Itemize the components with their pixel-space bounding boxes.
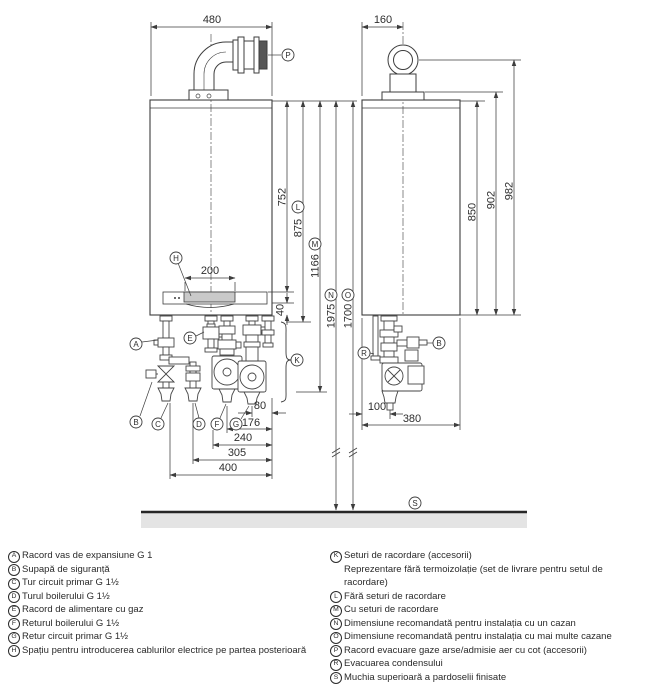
k-brace bbox=[281, 322, 291, 402]
condensate-pipe bbox=[373, 316, 378, 356]
dim-recess-width: 200 bbox=[200, 265, 220, 277]
callout-b bbox=[130, 416, 142, 428]
side-safety-valve bbox=[407, 337, 419, 348]
callout-p bbox=[282, 49, 294, 61]
flue-gasket-ring bbox=[259, 41, 267, 69]
callout-r bbox=[358, 347, 370, 359]
dim-e-offset: 305 bbox=[227, 447, 247, 459]
callout-a bbox=[130, 338, 142, 350]
legend-item-b: B Supapă de siguranță bbox=[8, 563, 322, 577]
dim-side-pipe-offset: 100 bbox=[367, 401, 387, 413]
callout-k bbox=[291, 354, 303, 366]
dim-g-offset: 80 bbox=[253, 400, 267, 412]
connection-assembly-front bbox=[146, 316, 274, 404]
callout-g bbox=[230, 418, 242, 430]
legend-item-p: P Racord evacuare gaze arse/admisie aer cu cot (accesorii) bbox=[330, 644, 648, 658]
legend-item-a: A Racord vas de expansiune G 1 bbox=[8, 549, 322, 563]
legend-right-column bbox=[322, 549, 648, 684]
callout-h bbox=[170, 252, 182, 264]
dim-floor-single: 1975 bbox=[325, 303, 338, 329]
callout-c bbox=[152, 418, 164, 430]
dim-flue-axis-height: 982 bbox=[503, 181, 516, 201]
finished-floor bbox=[141, 512, 527, 528]
connection-assembly-side bbox=[371, 316, 427, 410]
svg-text:F: F bbox=[214, 420, 220, 429]
flue-elbow-side bbox=[382, 45, 424, 100]
legend-item-k: K Seturi de racordare (accesorii) bbox=[330, 549, 648, 563]
dim-recess-depth: 40 bbox=[274, 303, 287, 317]
dim-floor-multi: 1700 bbox=[342, 303, 355, 329]
legend-item-h: H Spațiu pentru introducerea cablurilor electrice pe partea posterioară bbox=[8, 644, 322, 658]
flue-elbow-front bbox=[189, 37, 267, 100]
pipe-expansion bbox=[262, 316, 274, 347]
legend-item-l: L Fără seturi de racordare bbox=[330, 590, 648, 604]
legend-item-d: D Turul boilerului G 1½ bbox=[8, 590, 322, 604]
svg-text:E: E bbox=[187, 334, 193, 343]
dim-flue-offset: 160 bbox=[373, 14, 393, 26]
legend bbox=[0, 549, 648, 684]
svg-text:B: B bbox=[133, 418, 139, 427]
callout-e bbox=[184, 332, 196, 344]
dim-flange-height: 902 bbox=[485, 190, 498, 210]
boiler-side-outline bbox=[362, 100, 460, 315]
legend-item-m: M Cu seturi de racordare bbox=[330, 603, 648, 617]
callout-o bbox=[342, 289, 354, 301]
legend-left-column bbox=[0, 549, 322, 684]
legend-item-e: E Racord de alimentare cu gaz bbox=[8, 603, 322, 617]
callout-l bbox=[292, 201, 304, 213]
svg-text:C: C bbox=[155, 420, 161, 429]
pipe-primary-flow bbox=[146, 316, 189, 401]
callout-b2 bbox=[433, 337, 445, 349]
svg-text:A: A bbox=[133, 340, 139, 349]
svg-text:O: O bbox=[344, 291, 352, 300]
callout-d bbox=[193, 418, 205, 430]
gas-valve-body bbox=[203, 327, 219, 339]
side-view bbox=[362, 22, 460, 315]
legend-item-c: C Tur circuit primar G 1½ bbox=[8, 576, 322, 590]
svg-text:M: M bbox=[311, 240, 319, 249]
pipe-cylinder-flow bbox=[185, 362, 201, 401]
legend-item-s: S Muchia superioară a pardoselii finisate bbox=[330, 671, 648, 685]
legend-item-g: G Retur circuit primar G 1½ bbox=[8, 630, 322, 644]
dim-c-offset: 400 bbox=[218, 462, 238, 474]
side-lower-unit bbox=[382, 363, 424, 410]
dim-d-offset: 240 bbox=[233, 432, 253, 444]
legend-item-o: O Dimensiune recomandată pentru instalația cu mai multe cazane bbox=[330, 630, 648, 644]
svg-text:G: G bbox=[232, 420, 240, 429]
svg-text:N: N bbox=[328, 291, 334, 300]
svg-text:K: K bbox=[294, 356, 300, 365]
dim-f-offset: 176 bbox=[241, 417, 261, 429]
svg-text:R: R bbox=[361, 349, 367, 358]
dim-top-to-connection: 875 bbox=[292, 218, 305, 238]
side-gas-arm bbox=[397, 337, 427, 361]
callout-n bbox=[325, 289, 337, 301]
legend-item-k-note: Reprezentare fără termoizolație (set de livrare pentru setul de racordare) bbox=[344, 563, 603, 588]
svg-text:D: D bbox=[196, 420, 202, 429]
legend-item-r: R Evacuarea condensului bbox=[330, 657, 648, 671]
safety-valve-body bbox=[158, 366, 174, 374]
svg-text:H: H bbox=[173, 254, 179, 263]
dim-height: 850 bbox=[466, 202, 479, 222]
callout-f bbox=[211, 418, 223, 430]
svg-text:L: L bbox=[295, 203, 301, 212]
svg-text:S: S bbox=[412, 499, 418, 508]
svg-text:P: P bbox=[285, 51, 291, 60]
callout-m bbox=[309, 238, 321, 250]
legend-item-f: F Returul boilerului G 1½ bbox=[8, 617, 322, 631]
callout-s bbox=[409, 497, 421, 509]
legend-item-n: N Dimensiune recomandată pentru instalația cu un cazan bbox=[330, 617, 648, 631]
side-main-column bbox=[380, 316, 402, 363]
svg-text:B: B bbox=[436, 339, 442, 348]
dim-top-to-recess: 752 bbox=[276, 187, 289, 207]
dim-depth: 380 bbox=[402, 413, 422, 425]
dim-front-width: 480 bbox=[202, 14, 222, 26]
dim-top-to-set-bottom: 1166 bbox=[309, 254, 322, 278]
valve-handle bbox=[146, 370, 156, 378]
